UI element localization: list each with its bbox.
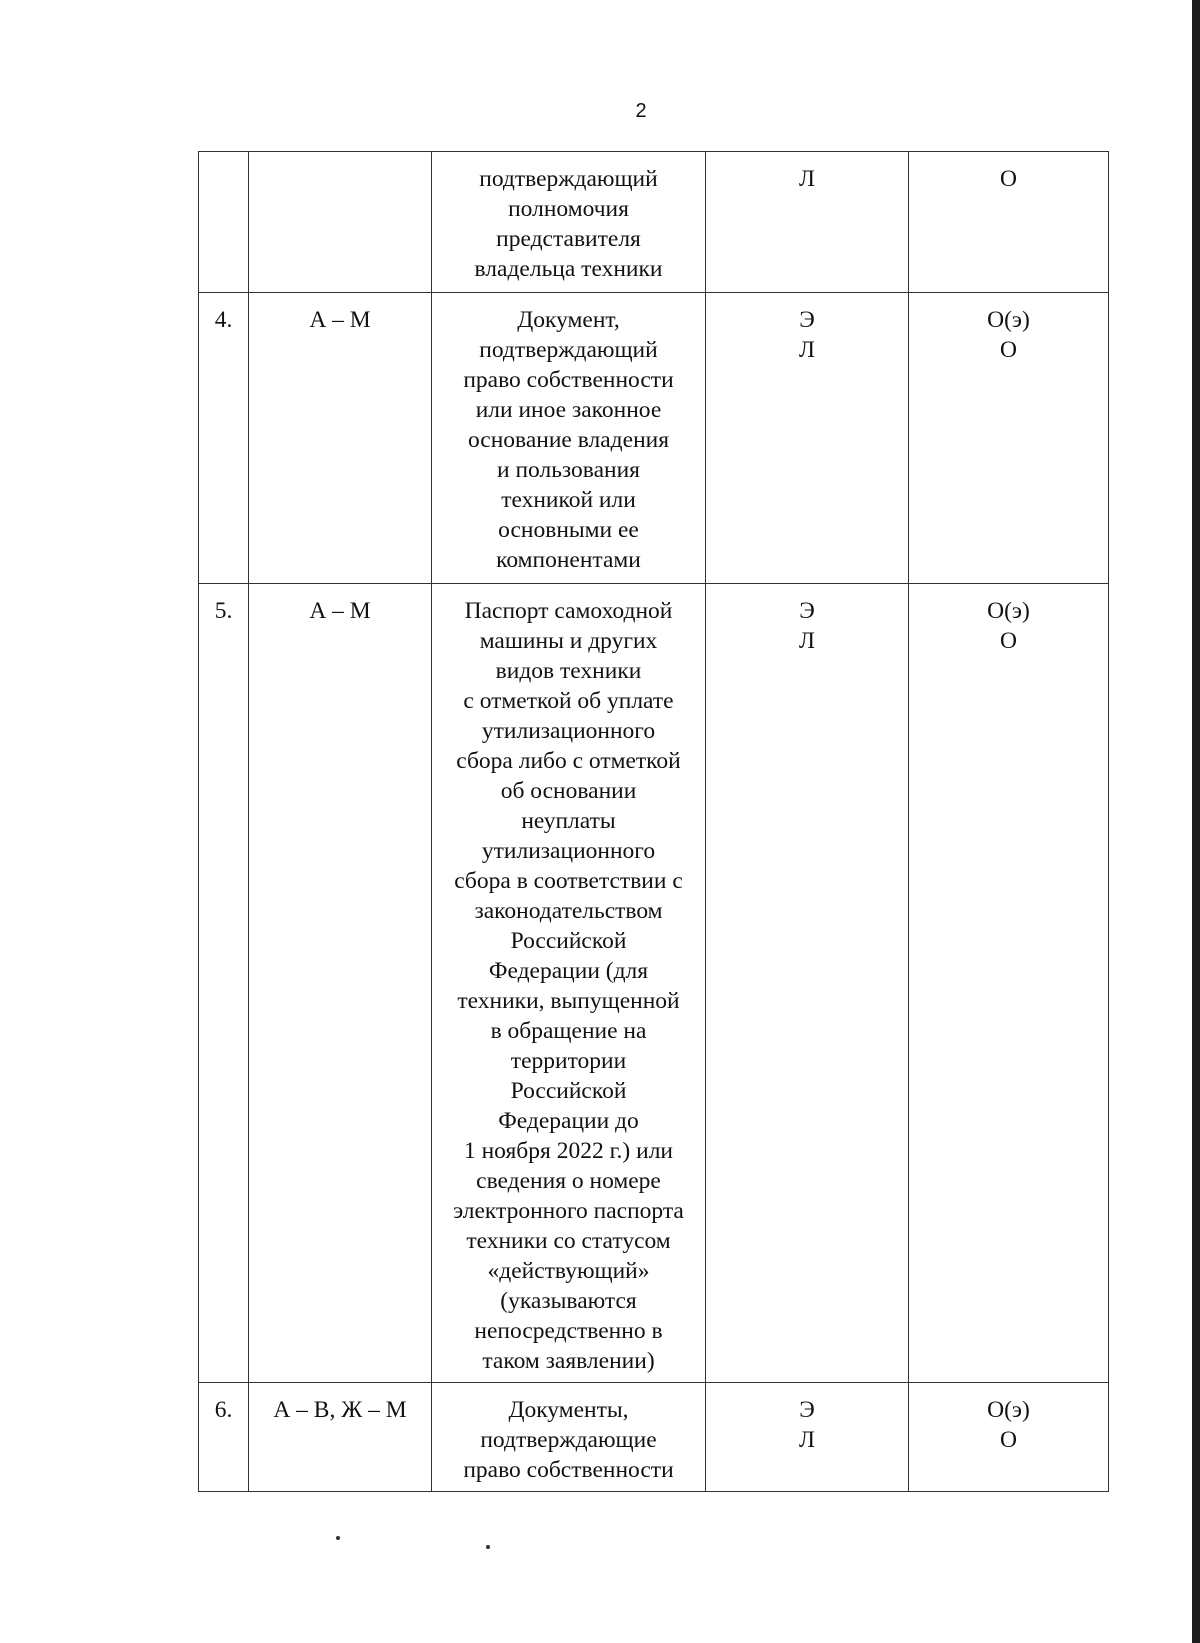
row-form: Э Л (706, 293, 909, 584)
scan-speck (486, 1545, 490, 1549)
row-form: Э Л (706, 584, 909, 1383)
scan-edge (1192, 0, 1200, 1643)
table-row (199, 1383, 1109, 1492)
table-row (199, 584, 1109, 1383)
page-number: 2 (635, 100, 647, 122)
table-row (199, 293, 1109, 584)
row-number (199, 152, 249, 293)
row-categories (249, 152, 432, 293)
row-document: Документы, подтверждающие право собственности (432, 1383, 706, 1492)
row-document: подтверждающий полномочия представителя владельца техники (432, 152, 706, 293)
table-row (199, 152, 1109, 293)
row-type: О (909, 152, 1109, 293)
row-categories: А – М (249, 293, 432, 584)
scan-speck (336, 1536, 340, 1540)
requirements-table (198, 151, 1109, 1492)
row-categories: А – В, Ж – М (249, 1383, 432, 1492)
row-categories: А – М (249, 584, 432, 1383)
row-form: Л (706, 152, 909, 293)
row-number: 5. (199, 584, 249, 1383)
row-form: Э Л (706, 1383, 909, 1492)
row-document: Документ, подтверждающий право собственности или иное законное основание владения и пользования техникой или основными ее компонентами (432, 293, 706, 584)
row-type: О(э) О (909, 293, 1109, 584)
row-type: О(э) О (909, 584, 1109, 1383)
row-document: Паспорт самоходной машины и других видов техники с отметкой об уплате утилизационного сбора либо с отметкой об основании неуплаты утилизационного сбора в соответствии с законодательством Российской Федерации (для техники, выпущенной в обращение на территории Российской Федерации до 1 ноября 2022 г.) или сведения о номере электронного паспорта техники со статусом «действующий» (указываются непосредственно в таком заявлении) (432, 584, 706, 1383)
row-number: 4. (199, 293, 249, 584)
row-number: 6. (199, 1383, 249, 1492)
row-type: О(э) О (909, 1383, 1109, 1492)
